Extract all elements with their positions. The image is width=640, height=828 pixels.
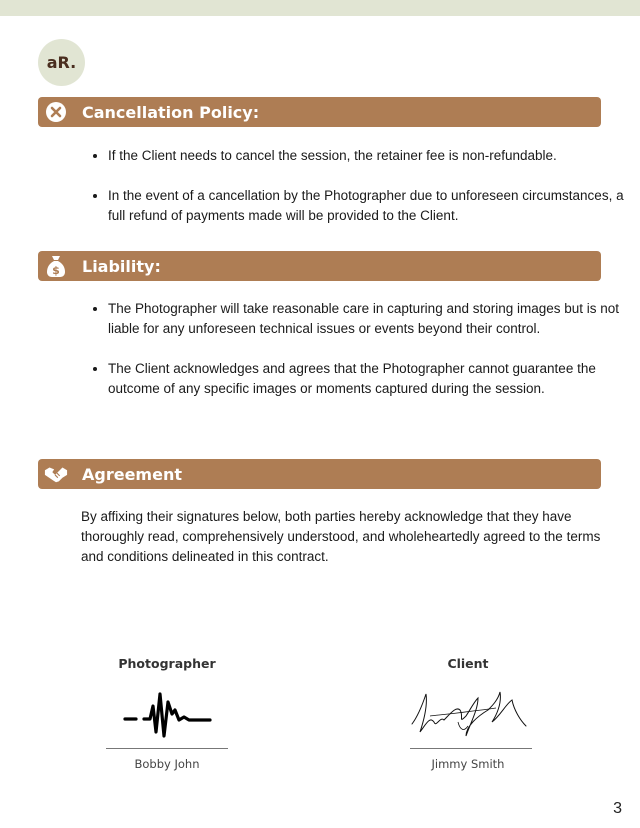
list-item: • The Client acknowledges and agrees that the Photographer cannot guarantee the outcome of any specific images or moments captured during the session. (108, 359, 628, 399)
agreement-paragraph: By affixing their signatures below, both parties hereby acknowledge that they have thoroughly read, comprehensively understood, and wholeheartedly agreed to the terms and conditions delineated in this contract. (81, 509, 601, 564)
cancellation-list (88, 146, 628, 226)
section-title: Cancellation Policy: (82, 102, 260, 122)
liability-list (88, 299, 628, 399)
top-band (0, 0, 640, 16)
section-title: Agreement (82, 464, 182, 484)
section-header-cancellation (38, 97, 601, 127)
client-signature (408, 686, 532, 744)
list-item: • If the Client needs to cancel the session, the retainer fee is non-refundable. (108, 146, 628, 166)
list-item: • In the event of a cancellation by the Photographer due to unforeseen circumstances, a full refund of payments made will be provided to the Client. (108, 186, 628, 226)
photographer-signature-line (106, 748, 228, 749)
photographer-signature (122, 684, 214, 742)
page-number: 3 (613, 800, 622, 817)
section-header-liability (38, 251, 601, 281)
section-header-agreement (38, 459, 601, 489)
section-title: Liability: (82, 256, 161, 276)
svg-text:$: $ (52, 264, 60, 277)
handshake-icon (44, 462, 68, 486)
money-bag-icon (44, 254, 68, 278)
x-circle-icon (44, 100, 68, 124)
client-signature-line (410, 748, 532, 749)
client-label: Client (447, 656, 489, 671)
list-item: • The Photographer will take reasonable care in capturing and storing images but is not liable for any unforeseen technical issues or events beyond their control. (108, 299, 628, 339)
photographer-name: Bobby John (134, 757, 200, 771)
logo-text: aR. (46, 53, 77, 72)
client-name: Jimmy Smith (431, 757, 505, 771)
photographer-label: Photographer (118, 656, 216, 671)
logo (38, 39, 85, 86)
